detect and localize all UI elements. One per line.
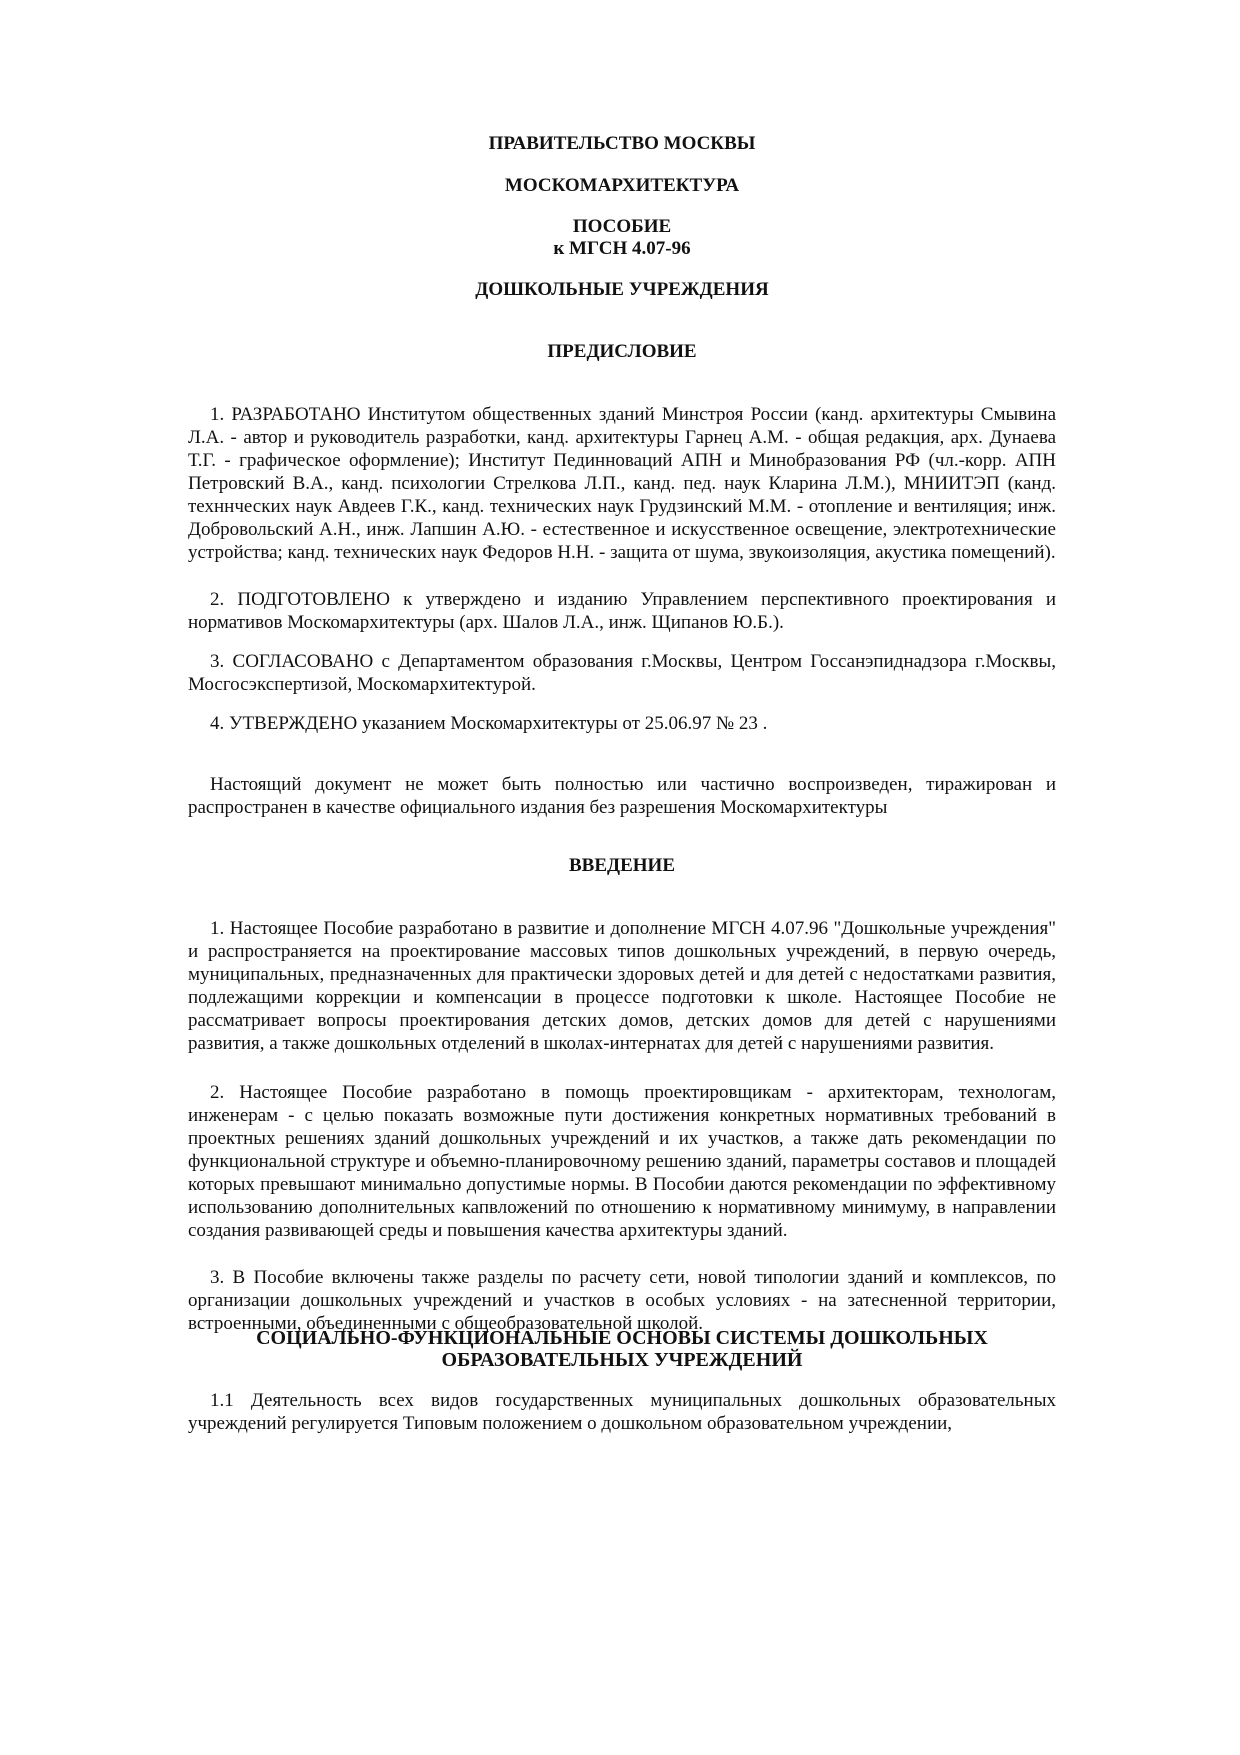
section1-paragraph: 1.1 Деятельность всех видов государственных муниципальных дошкольных образовательных учреждений регулируется Типовым положением о дошкольном образовательном учреждении, — [188, 1390, 1056, 1434]
doc-title-heading: ДОШКОЛЬНЫЕ УЧРЕЖДЕНИЯ — [475, 279, 769, 300]
introduction-item-1: 1. Настоящее Пособие разработано в развитие и дополнение МГСН 4.07.96 "Дошкольные учреждения" и распространяется на проектирование массовых типов дошкольных учреждений, в первую очередь, муниципальных, предназначенных для практически здоровых детей и для детей с недостатками развития, подлежащими коррекции и компенсации в процессе подготовки к школе. Настоящее Пособие не рассматривает вопросы проектирования детских домов, детских домов для детей с нарушениями развития, а также дошкольных отделений в школах-интернатах для детей с нарушениями развития. — [188, 918, 1056, 1054]
doc-ref-heading: к МГСН 4.07-96 — [553, 238, 691, 259]
doc-type-heading: ПОСОБИЕ — [572, 216, 672, 237]
preface-heading: ПРЕДИСЛОВИЕ — [547, 341, 697, 362]
section1-heading-line2: ОБРАЗОВАТЕЛЬНЫХ УЧРЕЖДЕНИЙ — [441, 1349, 803, 1371]
government-heading: ПРАВИТЕЛЬСТВО МОСКВЫ — [488, 133, 756, 154]
preface-item-3: 3. СОГЛАСОВАНО с Департаментом образования г.Москвы, Центром Госсанэпиднадзора г.Москвы, Мосгосэкспертизой, Москомархитектурой. — [188, 651, 1056, 695]
preface-item-1: 1. РАЗРАБОТАНО Институтом общественных зданий Минстроя России (канд. архитектуры Смывина Л.А. - автор и руководитель разработки, канд. архитектуры Гарнец А.М. - общая редакция, арх. Дунаева Т.Г. - графическое оформление); Институт Пединноваций АПН и Минобразования РФ (чл.-корр. АПН Петровский В.А., канд. психологии Стрелкова Л.П., канд. пед. наук Кларина Л.М.), МНИИТЭП (канд. техннческих наук Авдеев Г.К., канд. технических наук Грудзинский М.М. - отопление и вентиляция; инж. Добровольский А.Н., инж. Лапшин А.Ю. - естественное и искусственное освещение, электротехнические устройства; канд. технических наук Федоров Н.Н. - защита от шума, звукоизоляция, акустика помещений). — [188, 404, 1056, 563]
preface-item-4: 4. УТВЕРЖДЕНО указанием Москомархитектуры от 25.06.97 № 23 . — [210, 713, 768, 734]
introduction-item-3: 3. В Пособие включены также разделы по расчету сети, новой типологии зданий и комплексов, по организации дошкольных учреждений и участков в особых условиях - на затесненной территории, встроенными, объединенными с общеобразовательной школой. — [188, 1267, 1056, 1334]
introduction-item-2: 2. Настоящее Пособие разработано в помощь проектировщикам - архитекторам, технологам, инженерам - с целью показать возможные пути достижения конкретных нормативных требований в проектных решениях зданий дошкольных учреждений и их участков, а также дать рекомендации по функциональной структуре и объемно-планировочному решению зданий, параметры составов и площадей которых превышают минимально допустимые нормы. В Пособии даются рекомендации по эффективному использованию дополнительных капвложений по отношению к нормативному минимуму, в направлении создания развивающей среды и повышения качества архитектуры зданий. — [188, 1082, 1056, 1241]
preface-item-2: 2. ПОДГОТОВЛЕНО к утверждено и изданию Управлением перспективного проектирования и нормативов Москомархитектуры (арх. Шалов Л.А., инж. Щипанов Ю.Б.). — [188, 589, 1056, 633]
section1-heading-line1: СОЦИАЛЬНО-ФУНКЦИОНАЛЬНЫЕ ОСНОВЫ СИСТЕМЫ ДОШКОЛЬНЫХ — [256, 1327, 988, 1349]
copyright-notice: Настоящий документ не может быть полностью или частично воспроизведен, тиражирован и распространен в качестве официального издания без разрешения Москомархитектуры — [188, 774, 1056, 818]
introduction-heading: ВВЕДЕНИЕ — [569, 855, 675, 876]
agency-heading: МОСКОМАРХИТЕКТУРА — [504, 175, 740, 196]
